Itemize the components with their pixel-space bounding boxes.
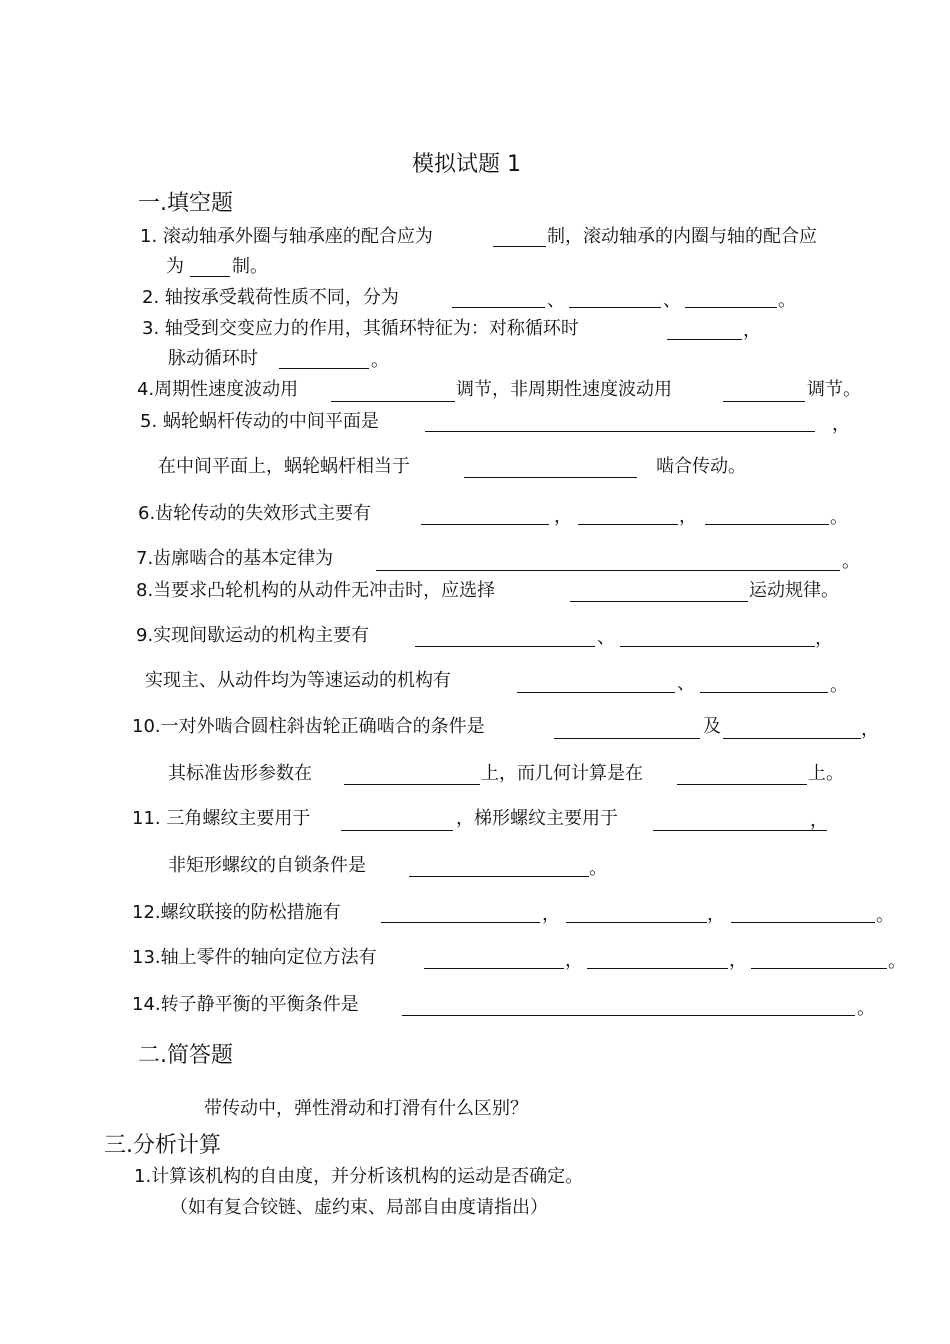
sentence-end: 。 — [888, 951, 906, 972]
separator: ， — [554, 506, 572, 527]
question-11-text-2: ，梯形螺纹主要用于 — [456, 808, 618, 829]
answer-blank[interactable] — [409, 876, 589, 877]
question-9-text-2: 实现主、从动件均为等速运动的机构有 — [145, 670, 451, 691]
separator: 、 — [677, 673, 695, 694]
sentence-end: 。 — [876, 905, 894, 926]
answer-blank[interactable] — [493, 246, 546, 247]
answer-blank[interactable] — [685, 307, 777, 308]
question-10-text-4: 上。 — [808, 763, 844, 784]
question-5-text-2: 在中间平面上，蜗轮蜗杆相当于 — [158, 456, 410, 477]
question-5-text-3: 啮合传动。 — [656, 456, 746, 477]
section-heading-fill-in: 一.填空题 — [138, 191, 233, 216]
answer-blank[interactable] — [705, 524, 829, 525]
page-title: 模拟试题 1 — [412, 152, 521, 177]
question-8-text: 8.当要求凸轮机构的从动件无冲击时，应选择 — [136, 580, 496, 601]
question-4-text-3: 调节。 — [807, 379, 861, 400]
question-7-text: 7.齿廓啮合的基本定律为 — [136, 548, 334, 569]
sentence-end: 。 — [830, 507, 848, 528]
answer-blank[interactable] — [425, 431, 815, 432]
answer-blank[interactable] — [587, 968, 728, 969]
sentence-end: 。 — [842, 551, 860, 572]
answer-blank[interactable] — [578, 524, 678, 525]
sentence-end: 。 — [589, 858, 607, 879]
section-heading-analysis: 三.分析计算 — [104, 1133, 221, 1158]
answer-blank[interactable] — [452, 307, 545, 308]
answer-blank[interactable] — [344, 784, 480, 785]
separator: ， — [815, 628, 833, 649]
question-4-text: 4.周期性速度波动用 — [137, 379, 299, 400]
answer-blank[interactable] — [653, 830, 827, 831]
answer-blank[interactable] — [723, 738, 861, 739]
separator: ， — [743, 320, 761, 341]
answer-blank[interactable] — [723, 401, 805, 402]
answer-blank[interactable] — [279, 368, 369, 369]
answer-blank[interactable] — [421, 524, 549, 525]
question-11-text-3: 非矩形螺纹的自锁条件是 — [168, 855, 366, 876]
answer-blank[interactable] — [566, 922, 707, 923]
question-10-text-3: 上，而几何计算是在 — [481, 763, 643, 784]
analysis-question-1: 1.计算该机构的自由度，并分析该机构的运动是否确定。 — [134, 1166, 584, 1187]
separator: ， — [832, 414, 850, 435]
question-1-text: 1. 滚动轴承外圈与轴承座的配合应为 — [140, 226, 433, 247]
question-1-text-2: 制，滚动轴承的内圈与轴的配合应 — [547, 226, 817, 247]
separator: ， — [729, 950, 747, 971]
question-10-text: 10.一对外啮合圆柱斜齿轮正确啮合的条件是 — [132, 716, 485, 737]
answer-blank[interactable] — [751, 968, 887, 969]
answer-blank[interactable] — [667, 339, 742, 340]
answer-blank[interactable] — [341, 830, 453, 831]
answer-blank[interactable] — [424, 968, 564, 969]
question-3-text: 3. 轴受到交变应力的作用，其循环特征为：对称循环时 — [142, 318, 579, 339]
sentence-end: 。 — [371, 350, 389, 371]
analysis-question-note: （如有复合铰链、虚约束、局部自由度请指出） — [170, 1197, 548, 1218]
answer-blank[interactable] — [517, 692, 675, 693]
answer-blank[interactable] — [402, 1015, 855, 1016]
answer-blank[interactable] — [190, 276, 230, 277]
question-1-text-4: 制。 — [232, 256, 268, 277]
question-2-text: 2. 轴按承受载荷性质不同，分为 — [142, 287, 399, 308]
question-12-text: 12.螺纹联接的防松措施有 — [132, 902, 341, 923]
answer-blank[interactable] — [569, 307, 661, 308]
separator: 、 — [547, 290, 565, 311]
answer-blank[interactable] — [554, 738, 700, 739]
separator: ， — [861, 719, 879, 740]
separator: ， — [707, 904, 725, 925]
section-heading-short-answer: 二.简答题 — [138, 1043, 233, 1068]
separator: ， — [810, 810, 828, 831]
separator: ， — [565, 950, 583, 971]
sentence-end: 。 — [778, 290, 796, 311]
question-10-text-2: 其标准齿形参数在 — [168, 763, 312, 784]
question-9-text: 9.实现间歇运动的机构主要有 — [136, 625, 370, 646]
answer-blank[interactable] — [376, 570, 840, 571]
question-1-text-3: 为 — [166, 256, 184, 277]
answer-blank[interactable] — [415, 646, 595, 647]
question-5-text: 5. 蜗轮蜗杆传动的中间平面是 — [140, 411, 379, 432]
separator: 、 — [597, 627, 615, 648]
question-3-text-2: 脉动循环时 — [168, 348, 258, 369]
question-11-text: 11. 三角螺纹主要用于 — [132, 808, 311, 829]
answer-blank[interactable] — [331, 401, 455, 402]
question-4-text-2: 调节，非周期性速度波动用 — [456, 379, 672, 400]
answer-blank[interactable] — [731, 922, 875, 923]
sentence-end: 。 — [857, 998, 875, 1019]
question-13-text: 13.轴上零件的轴向定位方法有 — [132, 947, 377, 968]
answer-blank[interactable] — [570, 601, 748, 602]
separator: ， — [679, 506, 697, 527]
sentence-end: 。 — [830, 675, 848, 696]
question-10-and: 及 — [703, 716, 721, 737]
answer-blank[interactable] — [700, 692, 828, 693]
question-6-text: 6.齿轮传动的失效形式主要有 — [138, 503, 372, 524]
answer-blank[interactable] — [677, 784, 807, 785]
short-answer-question: 带传动中，弹性滑动和打滑有什么区别？ — [204, 1098, 528, 1119]
answer-blank[interactable] — [620, 646, 815, 647]
answer-blank[interactable] — [381, 922, 540, 923]
question-8-text-2: 运动规律。 — [749, 580, 839, 601]
separator: ， — [542, 904, 560, 925]
separator: 、 — [663, 290, 681, 311]
answer-blank[interactable] — [464, 477, 637, 478]
question-14-text: 14.转子静平衡的平衡条件是 — [132, 994, 359, 1015]
